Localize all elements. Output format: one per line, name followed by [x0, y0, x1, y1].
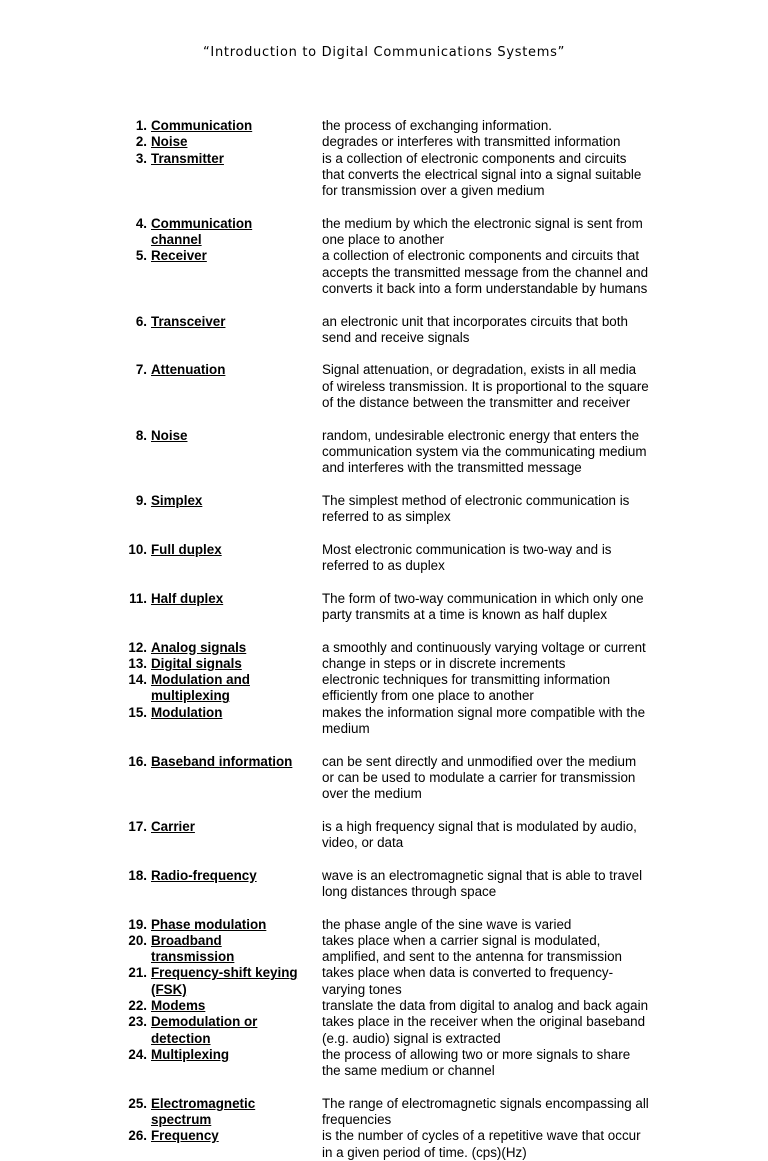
entry-term: Transceiver [151, 313, 226, 329]
entry-term: Baseband information [151, 753, 293, 769]
entry-definition: takes place when a carrier signal is modulated, amplified, and sent to the antenna for transmission [322, 932, 622, 965]
entry-definition: takes place in the receiver when the original baseband (e.g. audio) signal is extracted [322, 1014, 646, 1046]
entry-definition: takes place when data is converted to frequency- varying tones [322, 965, 614, 997]
entry-definition: is a high frequency signal that is modulated by audio, video, or data [322, 818, 637, 851]
entry-term: Broadband transmission [151, 932, 235, 965]
entry-number: 25. [128, 1095, 147, 1111]
glossary-entry [0, 248, 768, 297]
entry-number: 7. [135, 362, 147, 378]
entry-definition: Signal attenuation, or degradation, exists in all media of wireless transmission. It is proportional to the square of the distance between the transmitter and receiver [322, 362, 649, 411]
entry-number: 21. [128, 965, 147, 981]
glossary-entry [0, 493, 768, 526]
entry-number: 12. [128, 639, 147, 655]
entry-definition: electronic techniques for transmitting information efficiently from one place to another [322, 672, 611, 704]
entry-definition: is the number of cycles of a repetitive wave that occur in a given period of time. (cps)(Hz) [322, 1128, 641, 1160]
glossary-entry [0, 819, 768, 852]
entry-term: Phase modulation [151, 916, 267, 932]
entry-number: 16. [128, 753, 147, 769]
glossary-entry [0, 998, 768, 1014]
glossary-entry [0, 216, 768, 249]
entry-definition: change in steps or in discrete increments [322, 655, 566, 671]
entry-term: Half duplex [151, 590, 224, 606]
entry-number: 19. [128, 916, 147, 932]
glossary-entry [0, 933, 768, 966]
entry-number: 11. [129, 590, 147, 606]
entry-number: 15. [128, 704, 147, 720]
entry-term: Modulation [151, 704, 223, 720]
entry-definition: wave is an electromagnetic signal that is able to travel long distances through space [322, 867, 643, 899]
entry-definition: the medium by which the electronic signal is sent from one place to another [322, 215, 643, 248]
entry-term: Digital signals [151, 655, 242, 671]
glossary-entry [0, 542, 768, 575]
glossary-list [0, 118, 768, 1161]
entry-definition: The range of electromagnetic signals encompassing all frequencies [322, 1095, 649, 1128]
page-title: “Introduction to Digital Communications Systems” [202, 45, 566, 60]
entry-definition: The form of two-way communication in which only one party transmits at a time is known as half duplex [322, 590, 644, 622]
glossary-entry [0, 868, 768, 901]
entry-definition: makes the information signal more compatible with the medium [322, 704, 646, 736]
entry-definition: a smoothly and continuously varying voltage or current [322, 639, 646, 655]
entry-number: 18. [128, 867, 147, 883]
entry-term: Modems [151, 998, 206, 1014]
entry-term: Communication channel [151, 215, 253, 248]
entry-term: Multiplexing [151, 1046, 230, 1062]
entry-definition: translate the data from digital to analog and back again [322, 998, 649, 1014]
entry-number: 8. [135, 427, 147, 443]
glossary-entry [0, 965, 768, 998]
glossary-entry [0, 705, 768, 738]
entry-term: Analog signals [151, 639, 247, 655]
glossary-entry [0, 656, 768, 672]
entry-definition: The simplest method of electronic communication is referred to as simplex [322, 492, 630, 525]
entry-number: 24. [128, 1046, 147, 1062]
entry-definition: the phase angle of the sine wave is varied [322, 916, 572, 932]
entry-definition: an electronic unit that incorporates circuits that both send and receive signals [322, 313, 628, 345]
entry-term: Noise [151, 427, 188, 443]
glossary-entry [0, 754, 768, 803]
entry-number: 26. [128, 1128, 147, 1144]
entry-number: 9. [135, 492, 147, 508]
entry-definition: can be sent directly and unmodified over the medium or can be used to modulate a carrier for transmission over the medium [322, 753, 637, 802]
entry-term: Carrier [151, 818, 195, 834]
entry-definition: the process of exchanging information. [322, 118, 553, 133]
entry-term: Communication [151, 118, 253, 133]
entry-term: Simplex [151, 492, 203, 508]
entry-definition: the process of allowing two or more signals to share the same medium or channel [322, 1046, 631, 1079]
entry-term: Noise [151, 134, 188, 150]
entry-definition: Most electronic communication is two-way and is referred to as duplex [322, 541, 612, 574]
glossary-entry [0, 672, 768, 705]
entry-term: Transmitter [151, 150, 224, 166]
glossary-entry [0, 428, 768, 477]
entry-term: Frequency [151, 1128, 219, 1144]
glossary-entry [0, 591, 768, 624]
entry-number: 1. [135, 118, 147, 133]
entry-definition: a collection of electronic components and circuits that accepts the transmitted message from the channel and converts it back into a form understandable by humans [322, 248, 649, 296]
entry-number: 5. [135, 248, 147, 264]
entry-number: 22. [128, 998, 147, 1014]
glossary-entry [0, 917, 768, 933]
glossary-entry [0, 1128, 768, 1161]
glossary-entry [0, 640, 768, 656]
glossary-entry [0, 1014, 768, 1047]
entry-term: Attenuation [151, 362, 226, 378]
glossary-entry [0, 314, 768, 347]
glossary-entry [0, 1096, 768, 1129]
entry-number: 4. [135, 215, 147, 231]
entry-term: Demodulation or detection [151, 1014, 258, 1046]
entry-term: Electromagnetic spectrum [151, 1095, 256, 1128]
entry-number: 20. [128, 932, 147, 948]
entry-definition: random, undesirable electronic energy that enters the communication system via the communicating medium and interferes with the transmitted message [322, 427, 647, 476]
entry-definition: is a collection of electronic components and circuits that converts the electrical signal into a signal suitable for transmission over a given medium [322, 150, 642, 199]
entry-number: 3. [135, 150, 147, 166]
glossary-entry [0, 134, 768, 150]
entry-number: 17. [128, 818, 147, 834]
entry-term: Frequency-shift keying (FSK) [151, 965, 298, 997]
entry-number: 2. [135, 134, 147, 150]
entry-number: 23. [128, 1014, 147, 1030]
entry-number: 13. [128, 655, 147, 671]
glossary-entry [0, 1047, 768, 1080]
glossary-entry [0, 362, 768, 411]
entry-term: Radio-frequency [151, 867, 257, 883]
entry-definition: degrades or interferes with transmitted information [322, 134, 621, 150]
entry-number: 14. [128, 672, 147, 688]
entry-term: Full duplex [151, 541, 222, 557]
entry-term: Modulation and multiplexing [151, 672, 250, 704]
glossary-entry [0, 151, 768, 200]
entry-number: 10. [128, 541, 147, 557]
entry-term: Receiver [151, 248, 207, 264]
glossary-entry [0, 118, 768, 134]
entry-number: 6. [135, 313, 147, 329]
